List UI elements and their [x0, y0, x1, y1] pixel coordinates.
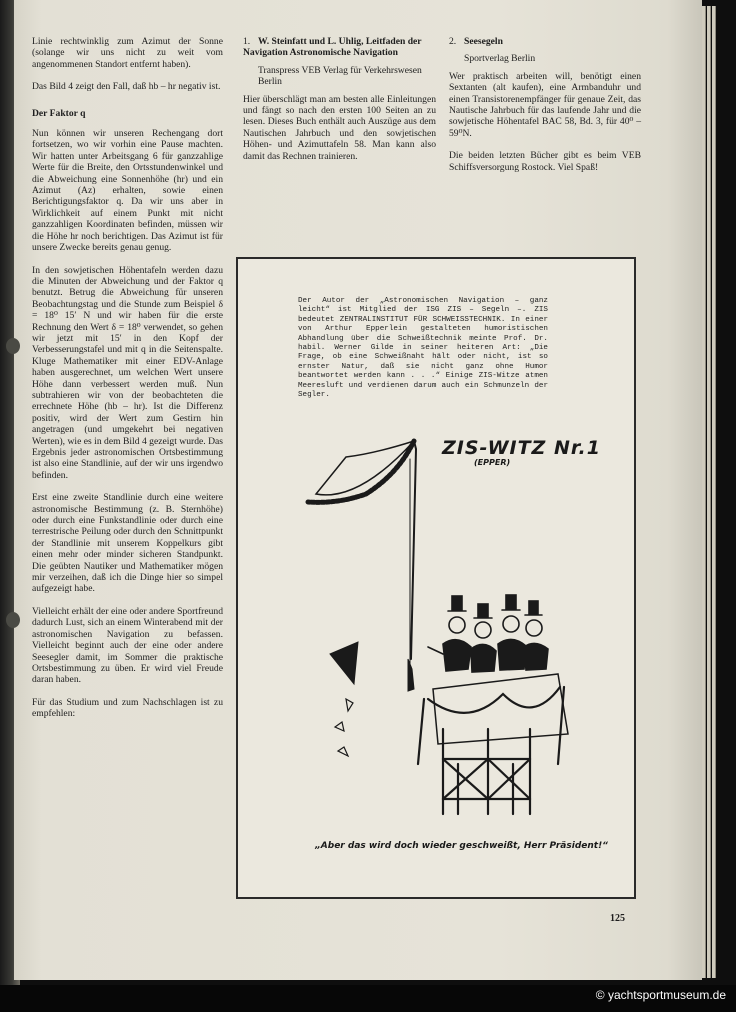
paragraph: Die beiden letzten Bücher gibt es beim VEB Schiffsversorgung Rostock. Viel Spaß!: [449, 150, 641, 173]
reference-title: 2. Seesegeln: [449, 36, 503, 47]
section-heading: Der Faktor q: [32, 107, 86, 119]
mast: [411, 441, 416, 659]
page-edge: [707, 6, 711, 978]
paragraph: Für das Studium und zum Nachschlagen ist zu empfehlen:: [32, 696, 223, 720]
credit-watermark: © yachtsportmuseum.de: [595, 988, 726, 1002]
reference-publisher: Transpress VEB Verlag für Verkehrswesen Berlin: [258, 64, 422, 88]
broken-flag-piece: [330, 642, 358, 684]
paragraph: Erst eine zweite Standlinie durch eine weitere astronomische Bestimmung (z. B. Sternhöhe) oder durch eine Funkstandlinie oder durch eine terrestrische Peilung oder durch den Schnittpunkt der Standlinie mit unserem Koppelkurs gibt einen mehr oder minder sicheren Standpunkt. Die geübten Nautiker und Mathematiker mögen mir verzeihen, daß ich die Dinge hier so simpel aufgezeigt habe.: [32, 492, 223, 595]
punch-hole: [6, 338, 20, 354]
page-edge: [712, 6, 716, 978]
cartoon-intro: Der Autor der „Astronomischen Navigation – ganz leicht“ ist Mitglied der ISG ZIS – Segeln –. ZIS bedeutet ZENTRALINSTITUT FÜR SCHWEISSTECHNIK. In einer von Arthur Epperlein gestalteten humoristischen Abhandlung über die Schweißtechnik meinte Prof. Dr. habil. Werner Gilde in seiner heiteren Art: „Die Frage, ob eine Schweißnaht hält oder nicht, ist so ernster Natur, daß sie nicht ganz ohne Humor beantwortet werden kann . . .“ Einige ZIS-Witze atmen Meeresluft und verdienen darum auch ein Schmunzeln der Segler.: [298, 297, 548, 400]
page-edge: [702, 6, 706, 978]
cartoon-artist: (EPPER): [474, 458, 511, 467]
cartoon-box: [236, 257, 636, 899]
paragraph: Wer praktisch arbeiten will, benötigt einen Sextanten (alt kaufen), eine Armbanduhr und einen Transistorenempfänger für genaue Zeit, das Nautische Jahrbuch für das laufende Jahr und die sowjetische Höhentafel BAC 58, Bd. 3, für 40⁰ – 59⁰N.: [449, 70, 641, 139]
weld-seam: [308, 441, 414, 502]
reference-2: [449, 36, 641, 184]
paragraph: Das Bild 4 zeigt den Fall, daß hb – hr negativ ist.: [32, 81, 221, 93]
paragraph: Hier überschlägt man am besten alle Einleitungen und fängt so nach den ersten 100 Seiten an zu lesen. Dieses Buch enthält auch Auszüge aus dem Nautischen Jahrbuch und den sowjetischen Höhen- und Azimuttafeln 58. Man kann also damit das Rechnen trainieren.: [243, 93, 436, 162]
cartoon-drawing: [238, 259, 634, 897]
cartoon-quote: „Aber das wird doch wieder geschweißt, Herr Präsident!“: [315, 841, 608, 851]
left-column: [32, 36, 223, 731]
tribune: [418, 674, 568, 814]
reference-1: [243, 36, 436, 173]
gentlemen: [428, 595, 548, 672]
reference-title: 1. W. Steinfatt und L. Uhlig, Leitfaden der Navigation Astronomische Navigation: [243, 36, 422, 59]
paragraph: Nun können wir unseren Rechengang dort fortsetzen, wo wir vorhin eine Pause machten. Wir hatten unter Arbeitsgang 6 für ganzzahlige Werte für die Breite, den Ortsstundenwinkel und die Abweichung eine Sonnenhöhe (hr) und ein Azimut (Az) erhalten, sowie einen Berichtigungsfaktor q. Da wir uns aber in Wirklichkeit auf einem Punkt mit nicht ganzzahligen Koordinaten befinden, müssen wir die Höhe hr noch berichtigen. Das Azimut ist für unsere Zwecke bereits genau genug.: [32, 128, 223, 254]
paragraph: Vielleicht erhält der eine oder andere Sportfreund dadurch Lust, sich an einem Winterabend mit der astronomischen Navigation zu befassen. Vielleicht beginnt auch der eine oder andere Seesegler damit, im Sommer die praktische Ortsbestimmung zu üben. Er wird viel Freude daran haben.: [32, 605, 223, 686]
cartoon-title: ZIS-WITZ Nr.1: [442, 437, 601, 459]
page-number: 125: [610, 913, 625, 924]
punch-hole: [6, 612, 20, 628]
paragraph: Linie rechtwinklig zum Azimut der Sonne (solange wir uns nicht zu weit vom angenommenen Standort entfernt haben).: [32, 36, 223, 70]
reference-publisher: Sportverlag Berlin: [464, 53, 536, 65]
paragraph: In den sowjetischen Höhentafeln werden dazu die Minuten der Abweichung und der Faktor q benutzt. Betrug die Abweichung für unseren Beobachtungstag und die Stunde zum Beispiel δ = 18⁰ 15′ N und wir haben für die erste Rechnung den Wert δ = 18⁰ verwendet, so gehen wir jetzt mit 15′ in den Kopf der Verbesserungstafel und mit q in die Seitenspalte. Kluge Mathematiker mit einer EDV-Anlage haben ausgerechnet, um welchen Wert unsere Höhe dann verbessert werden muß. Nun subtrahieren wir von der beobachteten die errechnete Höhe (hb – hr). Ist die Differenz positiv, wird der Wert zum Gestirn hin angetragen (und umgekehrt bei negativen Werten), wie es in dem Bild 4 gezeigt wurde. Das Ergebnis jeder astronomischen Ortsbestimmung ist also eine Standlinie, auf der wir uns irgendwo befinden.: [32, 264, 223, 481]
